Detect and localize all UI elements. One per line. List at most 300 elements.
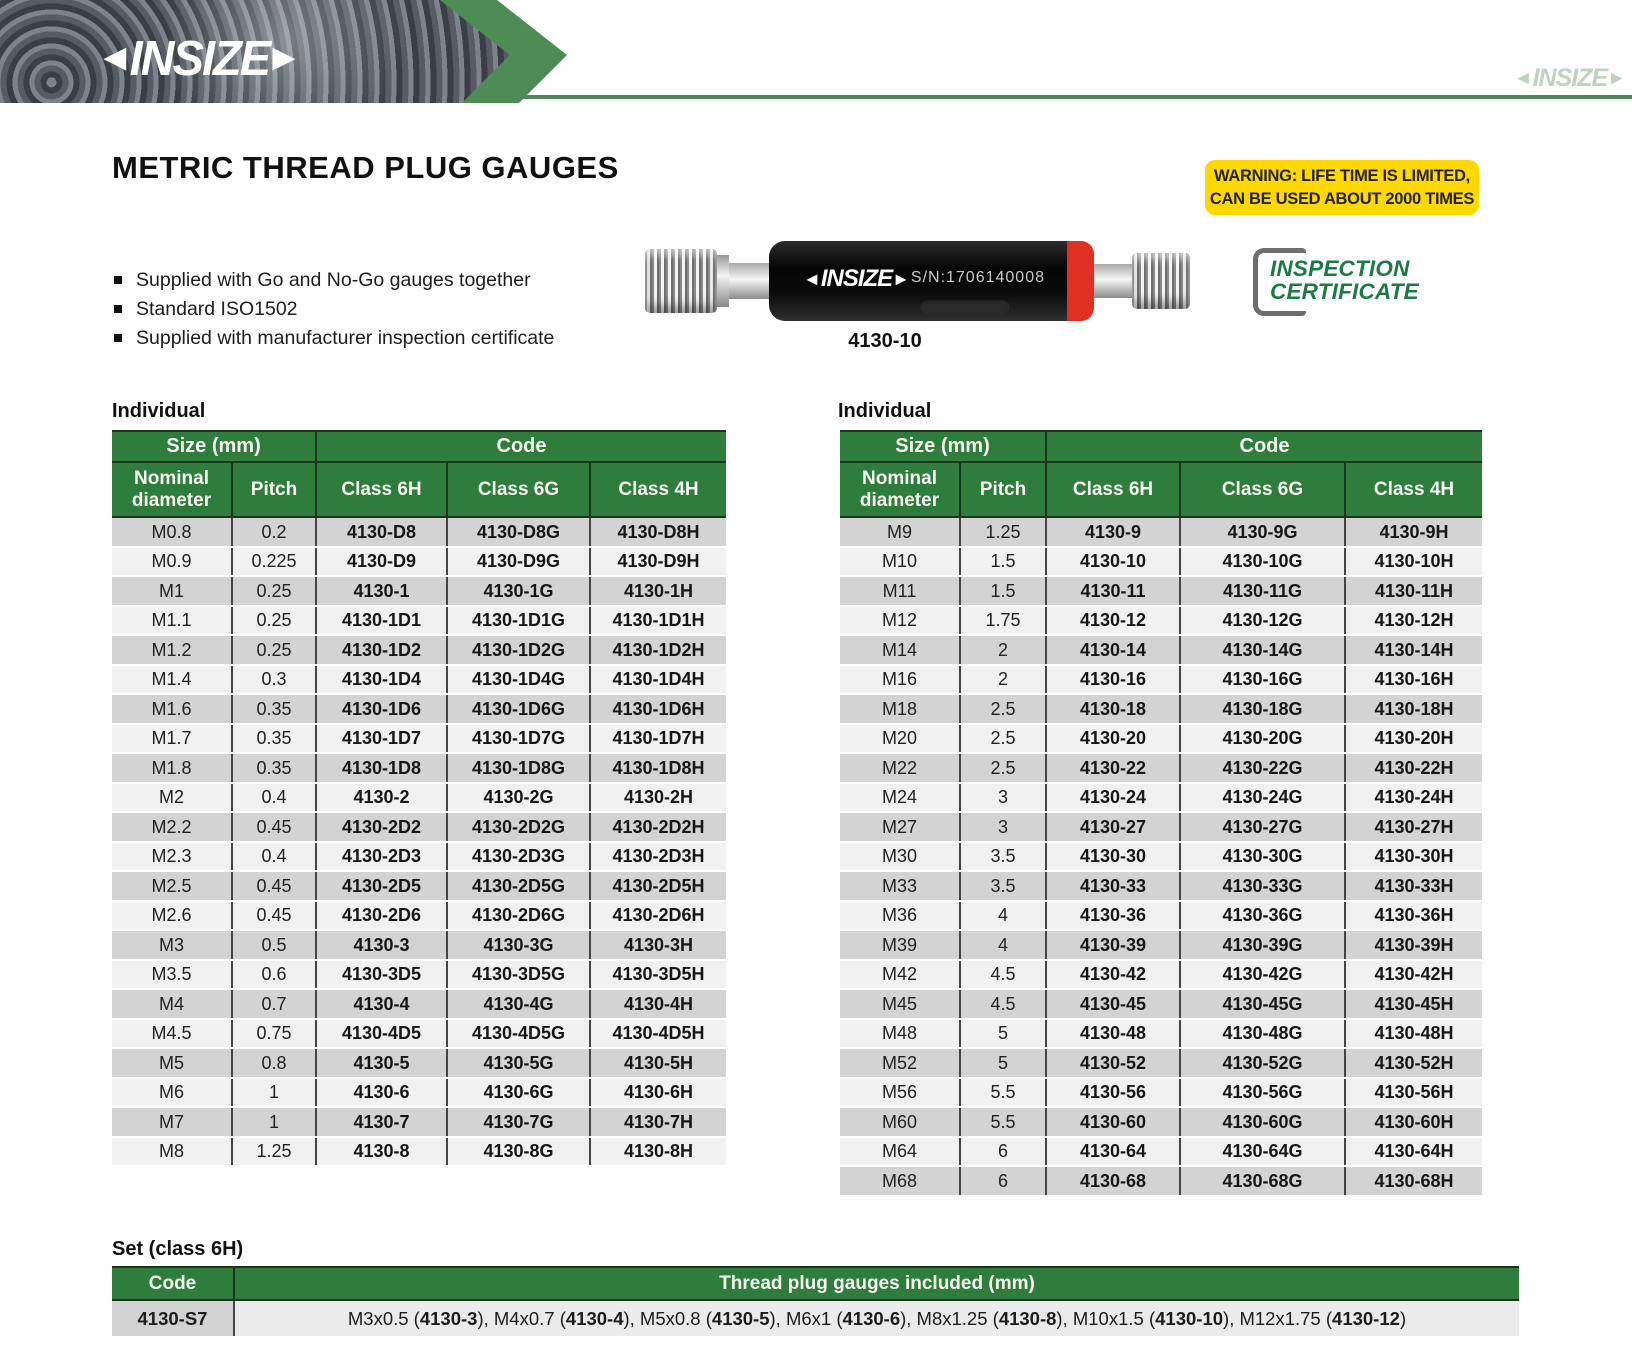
code-4h-cell: 4130-11H	[1345, 576, 1482, 606]
collar-ring	[717, 255, 729, 307]
gauge-serial-number: S/N:1706140008	[910, 269, 1045, 286]
table-row	[840, 517, 1482, 547]
bullet-square-icon	[114, 305, 122, 313]
code-6h-cell: 4130-18	[1046, 694, 1180, 724]
code-4h-cell: 4130-45H	[1345, 989, 1482, 1019]
code-4h-cell: 4130-68H	[1345, 1166, 1482, 1196]
feature-item	[114, 268, 554, 292]
table-row	[840, 724, 1482, 754]
code-6g-cell: 4130-2D3G	[447, 842, 590, 872]
pitch-cell: 0.25	[232, 606, 316, 636]
code-6g-cell: 4130-68G	[1180, 1166, 1345, 1196]
pitch-cell: 0.35	[232, 724, 316, 754]
code-6g-cell: 4130-56G	[1180, 1078, 1345, 1108]
pitch-cell: 1.25	[232, 1137, 316, 1167]
code-6h-cell: 4130-11	[1046, 576, 1180, 606]
code-4h-cell: 4130-1D4H	[590, 665, 726, 695]
code-6g-cell: 4130-12G	[1180, 606, 1345, 636]
code-4h-cell: 4130-2H	[590, 783, 726, 813]
nominal-diameter-cell: M68	[840, 1166, 960, 1196]
code-4h-cell: 4130-64H	[1345, 1137, 1482, 1167]
top-banner	[0, 0, 1632, 110]
pitch-cell: 3.5	[960, 842, 1046, 872]
table-row	[840, 871, 1482, 901]
pitch-cell: 1.5	[960, 547, 1046, 577]
pitch-cell: 5.5	[960, 1078, 1046, 1108]
table-row	[112, 606, 726, 636]
code-6g-cell: 4130-1G	[447, 576, 590, 606]
code-4h-cell: 4130-10H	[1345, 547, 1482, 577]
code-6h-cell: 4130-64	[1046, 1137, 1180, 1167]
code-6h-cell: 4130-36	[1046, 901, 1180, 931]
code-6g-cell: 4130-1D8G	[447, 753, 590, 783]
code-4h-cell: 4130-60H	[1345, 1107, 1482, 1137]
insize-logo	[96, 30, 303, 85]
pitch-cell: 2.5	[960, 724, 1046, 754]
code-4h-cell: 4130-D9H	[590, 547, 726, 577]
nominal-diameter-cell: M2.5	[112, 871, 232, 901]
table-row	[112, 901, 726, 931]
table-row	[112, 1137, 726, 1167]
pitch-cell: 3	[960, 812, 1046, 842]
nominal-diameter-cell: M0.8	[112, 517, 232, 547]
code-6g-cell: 4130-1D7G	[447, 724, 590, 754]
pitch-cell: 1.25	[960, 517, 1046, 547]
code-4h-cell: 4130-1D8H	[590, 753, 726, 783]
pitch-cell: 0.45	[232, 812, 316, 842]
pitch-cell: 4	[960, 901, 1046, 931]
nominal-diameter-cell: M2.3	[112, 842, 232, 872]
set-code-cell: 4130-S7	[112, 1300, 234, 1336]
code-6g-cell: 4130-D9G	[447, 547, 590, 577]
code-6h-cell: 4130-30	[1046, 842, 1180, 872]
section-label-individual-left: Individual	[112, 400, 206, 422]
code-4h-cell: 4130-2D3H	[590, 842, 726, 872]
code-6g-cell: 4130-14G	[1180, 635, 1345, 665]
code-4h-cell: 4130-56H	[1345, 1078, 1482, 1108]
code-4h-cell: 4130-7H	[590, 1107, 726, 1137]
code-6g-cell: 4130-4D5G	[447, 1019, 590, 1049]
nominal-diameter-cell: M0.9	[112, 547, 232, 577]
code-4h-cell: 4130-48H	[1345, 1019, 1482, 1049]
warning-badge	[1205, 160, 1479, 215]
pitch-cell: 4.5	[960, 960, 1046, 990]
set-code-header: Code	[112, 1267, 234, 1300]
nominal-diameter-cell: M52	[840, 1048, 960, 1078]
code-4h-cell: 4130-33H	[1345, 871, 1482, 901]
table-row	[112, 1078, 726, 1108]
class-6h-header: Class 6H	[316, 462, 447, 517]
table-row	[840, 1048, 1482, 1078]
gauge-red-ring	[1067, 241, 1094, 321]
page-title: METRIC THREAD PLUG GAUGES	[112, 150, 619, 185]
table-row	[112, 1019, 726, 1049]
pitch-cell: 1	[232, 1078, 316, 1108]
nominal-diameter-cell: M1.4	[112, 665, 232, 695]
nominal-diameter-header: Nominal diameter	[112, 462, 232, 517]
nominal-diameter-cell: M64	[840, 1137, 960, 1167]
code-4h-cell: 4130-20H	[1345, 724, 1482, 754]
table-row	[112, 665, 726, 695]
code-6g-cell: 4130-16G	[1180, 665, 1345, 695]
nominal-diameter-cell: M18	[840, 694, 960, 724]
code-6g-cell: 4130-64G	[1180, 1137, 1345, 1167]
section-label-set: Set (class 6H)	[112, 1238, 244, 1260]
arrow-left-icon: ◄	[1513, 68, 1533, 89]
table-row	[840, 783, 1482, 813]
insize-logo-text: INSIZE	[129, 29, 270, 86]
code-6h-cell: 4130-2	[316, 783, 447, 813]
nominal-diameter-cell: M24	[840, 783, 960, 813]
arrow-right-icon: ►	[265, 36, 303, 79]
code-4h-cell: 4130-D8H	[590, 517, 726, 547]
code-4h-cell: 4130-30H	[1345, 842, 1482, 872]
class-6h-header: Class 6H	[1046, 462, 1180, 517]
code-6h-cell: 4130-1	[316, 576, 447, 606]
nominal-diameter-cell: M42	[840, 960, 960, 990]
pitch-cell: 0.4	[232, 783, 316, 813]
code-6h-cell: 4130-1D7	[316, 724, 447, 754]
code-6h-cell: 4130-3D5	[316, 960, 447, 990]
nominal-diameter-cell: M9	[840, 517, 960, 547]
code-6h-cell: 4130-16	[1046, 665, 1180, 695]
pitch-cell: 0.35	[232, 694, 316, 724]
table-row	[112, 930, 726, 960]
code-4h-cell: 4130-22H	[1345, 753, 1482, 783]
arrow-left-icon: ◄	[96, 36, 134, 79]
pitch-cell: 5	[960, 1019, 1046, 1049]
product-image-thread-plug-gauge	[645, 240, 1190, 322]
code-6g-cell: 4130-8G	[447, 1137, 590, 1167]
pitch-cell: 0.8	[232, 1048, 316, 1078]
watermark-text: INSIZE	[1532, 64, 1608, 92]
nominal-diameter-cell: M1.1	[112, 606, 232, 636]
table-row	[112, 1107, 726, 1137]
shaft-right	[1094, 264, 1132, 298]
table-row	[840, 960, 1482, 990]
code-4h-cell: 4130-3D5H	[590, 960, 726, 990]
pitch-cell: 0.45	[232, 901, 316, 931]
code-4h-cell: 4130-1D2H	[590, 635, 726, 665]
code-6g-cell: 4130-D8G	[447, 517, 590, 547]
individual-table-left	[112, 430, 726, 1167]
code-group-header: Code	[316, 431, 726, 462]
set-table	[112, 1266, 1519, 1336]
arrow-right-icon: ►	[892, 269, 910, 289]
nominal-diameter-cell: M39	[840, 930, 960, 960]
code-4h-cell: 4130-18H	[1345, 694, 1482, 724]
code-6g-cell: 4130-18G	[1180, 694, 1345, 724]
code-6h-cell: 4130-27	[1046, 812, 1180, 842]
pitch-cell: 2	[960, 635, 1046, 665]
pitch-cell: 0.45	[232, 871, 316, 901]
nominal-diameter-cell: M16	[840, 665, 960, 695]
feature-item	[114, 326, 554, 350]
table-row	[840, 1166, 1482, 1196]
warning-line-2: CAN BE USED ABOUT 2000 TIMES	[1209, 189, 1475, 208]
nominal-diameter-cell: M1.6	[112, 694, 232, 724]
individual-table-right	[840, 430, 1482, 1197]
code-6h-cell: 4130-2D6	[316, 901, 447, 931]
pitch-cell: 0.75	[232, 1019, 316, 1049]
nominal-diameter-cell: M10	[840, 547, 960, 577]
code-6h-cell: 4130-68	[1046, 1166, 1180, 1196]
code-6h-cell: 4130-56	[1046, 1078, 1180, 1108]
certificate-line-1: INSPECTION	[1270, 256, 1410, 281]
code-6h-cell: 4130-2D3	[316, 842, 447, 872]
pitch-cell: 6	[960, 1166, 1046, 1196]
table-row	[112, 753, 726, 783]
table-row	[840, 989, 1482, 1019]
code-6g-cell: 4130-52G	[1180, 1048, 1345, 1078]
code-6h-cell: 4130-12	[1046, 606, 1180, 636]
code-4h-cell: 4130-42H	[1345, 960, 1482, 990]
class-4h-header: Class 4H	[590, 462, 726, 517]
code-6g-cell: 4130-10G	[1180, 547, 1345, 577]
code-6h-cell: 4130-1D2	[316, 635, 447, 665]
bullet-square-icon	[114, 276, 122, 284]
pitch-cell: 0.5	[232, 930, 316, 960]
product-caption: 4130-10	[848, 330, 922, 352]
arrow-right-icon: ►	[1607, 68, 1626, 89]
feature-text: Supplied with manufacturer inspection certificate	[136, 326, 555, 349]
pitch-cell: 2.5	[960, 753, 1046, 783]
code-6g-cell: 4130-7G	[447, 1107, 590, 1137]
pitch-cell: 5.5	[960, 1107, 1046, 1137]
code-6g-cell: 4130-22G	[1180, 753, 1345, 783]
code-6g-cell: 4130-20G	[1180, 724, 1345, 754]
code-6h-cell: 4130-60	[1046, 1107, 1180, 1137]
table-row	[840, 842, 1482, 872]
table-row	[840, 1137, 1482, 1167]
insize-watermark-logo	[1514, 64, 1626, 93]
table-row	[112, 694, 726, 724]
code-6g-cell: 4130-1D1G	[447, 606, 590, 636]
code-6g-cell: 4130-5G	[447, 1048, 590, 1078]
nominal-diameter-cell: M33	[840, 871, 960, 901]
code-6h-cell: 4130-4	[316, 989, 447, 1019]
pitch-cell: 0.6	[232, 960, 316, 990]
table-row	[840, 694, 1482, 724]
code-4h-cell: 4130-16H	[1345, 665, 1482, 695]
code-6h-cell: 4130-48	[1046, 1019, 1180, 1049]
nominal-diameter-cell: M3.5	[112, 960, 232, 990]
nominal-diameter-cell: M20	[840, 724, 960, 754]
code-6g-cell: 4130-4G	[447, 989, 590, 1019]
code-6h-cell: 4130-1D6	[316, 694, 447, 724]
pitch-cell: 2	[960, 665, 1046, 695]
pitch-cell: 6	[960, 1137, 1046, 1167]
feature-text: Standard ISO1502	[136, 297, 298, 320]
pitch-cell: 1	[232, 1107, 316, 1137]
feature-text: Supplied with Go and No-Go gauges together	[136, 268, 531, 291]
set-description-cell: M3x0.5 (4130-3), M4x0.7 (4130-4), M5x0.8 (4130-5), M6x1 (4130-6), M8x1.25 (4130-8), M10x1.5 (4130-10), M12x1.75 (4130-12)	[234, 1300, 1519, 1336]
nominal-diameter-cell: M60	[840, 1107, 960, 1137]
code-6h-cell: 4130-14	[1046, 635, 1180, 665]
pitch-header: Pitch	[232, 462, 316, 517]
code-6g-cell: 4130-2D6G	[447, 901, 590, 931]
code-6h-cell: 4130-D9	[316, 547, 447, 577]
pitch-cell: 4.5	[960, 989, 1046, 1019]
pitch-cell: 0.3	[232, 665, 316, 695]
nominal-diameter-cell: M4.5	[112, 1019, 232, 1049]
certificate-line-2: CERTIFICATE	[1270, 278, 1419, 304]
pitch-cell: 4	[960, 930, 1046, 960]
nominal-diameter-cell: M8	[112, 1137, 232, 1167]
code-4h-cell: 4130-3H	[590, 930, 726, 960]
feature-item	[114, 297, 554, 321]
nominal-diameter-cell: M45	[840, 989, 960, 1019]
code-4h-cell: 4130-2D2H	[590, 812, 726, 842]
pitch-cell: 3	[960, 783, 1046, 813]
code-4h-cell: 4130-4D5H	[590, 1019, 726, 1049]
nominal-diameter-cell: M2	[112, 783, 232, 813]
code-6h-cell: 4130-5	[316, 1048, 447, 1078]
size-group-header: Size (mm)	[840, 431, 1046, 462]
gauge-notch	[919, 298, 1011, 315]
code-4h-cell: 4130-8H	[590, 1137, 726, 1167]
nominal-diameter-cell: M1.8	[112, 753, 232, 783]
table-row	[112, 812, 726, 842]
code-4h-cell: 4130-1H	[590, 576, 726, 606]
pitch-header: Pitch	[960, 462, 1046, 517]
pitch-cell: 0.2	[232, 517, 316, 547]
set-included-header: Thread plug gauges included (mm)	[234, 1267, 1519, 1300]
pitch-cell: 2.5	[960, 694, 1046, 724]
code-6h-cell: 4130-33	[1046, 871, 1180, 901]
table-row	[112, 576, 726, 606]
code-6g-cell: 4130-11G	[1180, 576, 1345, 606]
gauge-handle-body	[769, 241, 1067, 321]
code-4h-cell: 4130-27H	[1345, 812, 1482, 842]
table-row	[112, 989, 726, 1019]
nominal-diameter-cell: M36	[840, 901, 960, 931]
nominal-diameter-cell: M3	[112, 930, 232, 960]
nominal-diameter-cell: M56	[840, 1078, 960, 1108]
code-6h-cell: 4130-6	[316, 1078, 447, 1108]
table-row	[840, 812, 1482, 842]
code-6h-cell: 4130-2D2	[316, 812, 447, 842]
code-6g-cell: 4130-48G	[1180, 1019, 1345, 1049]
table-row	[112, 783, 726, 813]
table-row	[112, 724, 726, 754]
nominal-diameter-cell: M2.2	[112, 812, 232, 842]
code-6g-cell: 4130-24G	[1180, 783, 1345, 813]
nominal-diameter-cell: M27	[840, 812, 960, 842]
code-6g-cell: 4130-9G	[1180, 517, 1345, 547]
code-6h-cell: 4130-24	[1046, 783, 1180, 813]
code-4h-cell: 4130-12H	[1345, 606, 1482, 636]
pitch-cell: 0.4	[232, 842, 316, 872]
code-6h-cell: 4130-1D8	[316, 753, 447, 783]
class-4h-header: Class 4H	[1345, 462, 1482, 517]
pitch-cell: 0.225	[232, 547, 316, 577]
table-row	[840, 901, 1482, 931]
code-6g-cell: 4130-33G	[1180, 871, 1345, 901]
table-row	[840, 576, 1482, 606]
code-6g-cell: 4130-2D2G	[447, 812, 590, 842]
feature-list	[114, 268, 554, 355]
code-4h-cell: 4130-5H	[590, 1048, 726, 1078]
table-row	[112, 517, 726, 547]
size-group-header: Size (mm)	[112, 431, 316, 462]
code-4h-cell: 4130-36H	[1345, 901, 1482, 931]
nominal-diameter-cell: M12	[840, 606, 960, 636]
pitch-cell: 0.25	[232, 635, 316, 665]
nominal-diameter-cell: M1.2	[112, 635, 232, 665]
nominal-diameter-cell: M6	[112, 1078, 232, 1108]
nominal-diameter-cell: M11	[840, 576, 960, 606]
nominal-diameter-cell: M2.6	[112, 901, 232, 931]
code-4h-cell: 4130-39H	[1345, 930, 1482, 960]
pitch-cell: 1.5	[960, 576, 1046, 606]
table-row	[840, 547, 1482, 577]
table-row	[112, 547, 726, 577]
pitch-cell: 0.35	[232, 753, 316, 783]
thread-end-right	[1132, 253, 1190, 309]
code-6h-cell: 4130-22	[1046, 753, 1180, 783]
code-6h-cell: 4130-7	[316, 1107, 447, 1137]
code-4h-cell: 4130-6H	[590, 1078, 726, 1108]
code-6g-cell: 4130-27G	[1180, 812, 1345, 842]
inspection-certificate-logo	[1253, 246, 1453, 316]
code-6g-cell: 4130-1D4G	[447, 665, 590, 695]
code-6h-cell: 4130-3	[316, 930, 447, 960]
pitch-cell: 0.7	[232, 989, 316, 1019]
code-4h-cell: 4130-52H	[1345, 1048, 1482, 1078]
code-6h-cell: 4130-39	[1046, 930, 1180, 960]
table-row	[112, 1300, 1519, 1336]
table-row	[112, 842, 726, 872]
code-6g-cell: 4130-3G	[447, 930, 590, 960]
code-4h-cell: 4130-1D7H	[590, 724, 726, 754]
code-6g-cell: 4130-30G	[1180, 842, 1345, 872]
class-6g-header: Class 6G	[447, 462, 590, 517]
arrow-left-icon: ◄	[803, 269, 821, 289]
shaft-left	[729, 263, 769, 299]
code-6h-cell: 4130-4D5	[316, 1019, 447, 1049]
nominal-diameter-cell: M1	[112, 576, 232, 606]
table-row	[840, 1019, 1482, 1049]
code-group-header: Code	[1046, 431, 1482, 462]
code-6h-cell: 4130-2D5	[316, 871, 447, 901]
table-row	[112, 960, 726, 990]
code-6g-cell: 4130-3D5G	[447, 960, 590, 990]
code-6g-cell: 4130-36G	[1180, 901, 1345, 931]
section-label-individual-right: Individual	[838, 400, 932, 422]
code-6g-cell: 4130-6G	[447, 1078, 590, 1108]
nominal-diameter-cell: M1.7	[112, 724, 232, 754]
nominal-diameter-cell: M5	[112, 1048, 232, 1078]
pitch-cell: 1.75	[960, 606, 1046, 636]
pitch-cell: 5	[960, 1048, 1046, 1078]
code-6h-cell: 4130-42	[1046, 960, 1180, 990]
table-row	[840, 1078, 1482, 1108]
nominal-diameter-header: Nominal diameter	[840, 462, 960, 517]
nominal-diameter-cell: M30	[840, 842, 960, 872]
certificate-text	[1270, 258, 1419, 303]
table-row	[840, 930, 1482, 960]
code-4h-cell: 4130-24H	[1345, 783, 1482, 813]
code-4h-cell: 4130-9H	[1345, 517, 1482, 547]
code-6h-cell: 4130-D8	[316, 517, 447, 547]
warning-line-1: WARNING: LIFE TIME IS LIMITED,	[1214, 167, 1470, 186]
code-6h-cell: 4130-1D4	[316, 665, 447, 695]
table-row	[840, 606, 1482, 636]
table-row	[112, 871, 726, 901]
code-4h-cell: 4130-1D1H	[590, 606, 726, 636]
code-4h-cell: 4130-4H	[590, 989, 726, 1019]
